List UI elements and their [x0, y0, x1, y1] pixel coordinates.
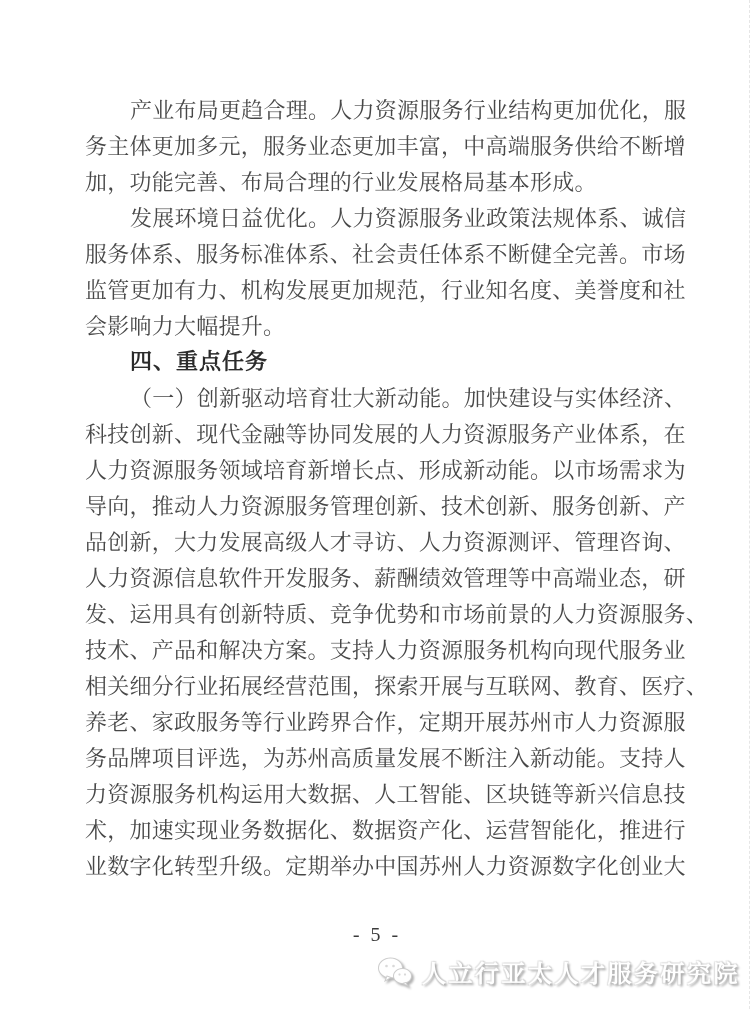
document-text-line: 产业布局更趋合理。人力资源服务行业结构更加优化，服	[130, 98, 687, 123]
document-body	[85, 93, 709, 885]
document-text-line: 人力资源信息软件开发服务、薪酬绩效管理等中高端业态，研	[85, 566, 686, 591]
document-text-line: 会影响力大幅提升。	[85, 314, 286, 339]
document-text-line: 务主体更加多元，服务业态更加丰富，中高端服务供给不断增	[85, 134, 686, 159]
document-text-line: 力资源服务机构运用大数据、人工智能、区块链等新兴信息技	[85, 782, 686, 807]
document-text-line: 科技创新、现代金融等协同发展的人力资源服务产业体系，在	[85, 422, 686, 447]
document-text-line: 品创新，大力发展高级人才寻访、人力资源测评、管理咨询、	[85, 530, 686, 555]
scan-edge-line	[749, 0, 750, 1009]
document-text-line: 发展环境日益优化。人力资源服务业政策法规体系、诚信	[130, 206, 687, 231]
document-text-line: 加，功能完善、布局合理的行业发展格局基本形成。	[85, 170, 597, 195]
document-text-line: 导向，推动人力资源服务管理创新、技术创新、服务创新、产	[85, 494, 686, 519]
document-text-line: 业数字化转型升级。定期举办中国苏州人力资源数字化创业大	[85, 854, 686, 879]
page-number: - 5 -	[352, 924, 402, 946]
document-text-line: 人力资源服务领域培育新增长点、形成新动能。以市场需求为	[85, 458, 686, 483]
document-text-line: 发、运用具有创新特质、竞争优势和市场前景的人力资源服务、	[85, 602, 709, 627]
watermark	[377, 954, 740, 989]
document-text-line: （一）创新驱动培育壮大新动能。加快建设与实体经济、	[130, 386, 687, 411]
document-text-line: 务品牌项目评选，为苏州高质量发展不断注入新动能。支持人	[85, 746, 686, 771]
document-text-line: 术，加速实现业务数据化、数据资产化、运营智能化，推进行	[85, 818, 686, 843]
wechat-icon	[377, 956, 413, 988]
document-text-line: 养老、家政服务等行业跨界合作，定期开展苏州市人力资源服	[85, 710, 686, 735]
watermark-text: 人立行亚太人才服务研究院	[422, 960, 740, 988]
document-text-line: 技术、产品和解决方案。支持人力资源服务机构向现代服务业	[85, 638, 686, 663]
document-text-line: 服务体系、服务标准体系、社会责任体系不断健全完善。市场	[85, 242, 686, 267]
document-text-line: 相关细分行业拓展经营范围，探索开展与互联网、教育、医疗、	[85, 674, 709, 699]
section-heading: 四、重点任务	[130, 350, 269, 375]
document-text-line: 监管更加有力、机构发展更加规范，行业知名度、美誉度和社	[85, 278, 686, 303]
